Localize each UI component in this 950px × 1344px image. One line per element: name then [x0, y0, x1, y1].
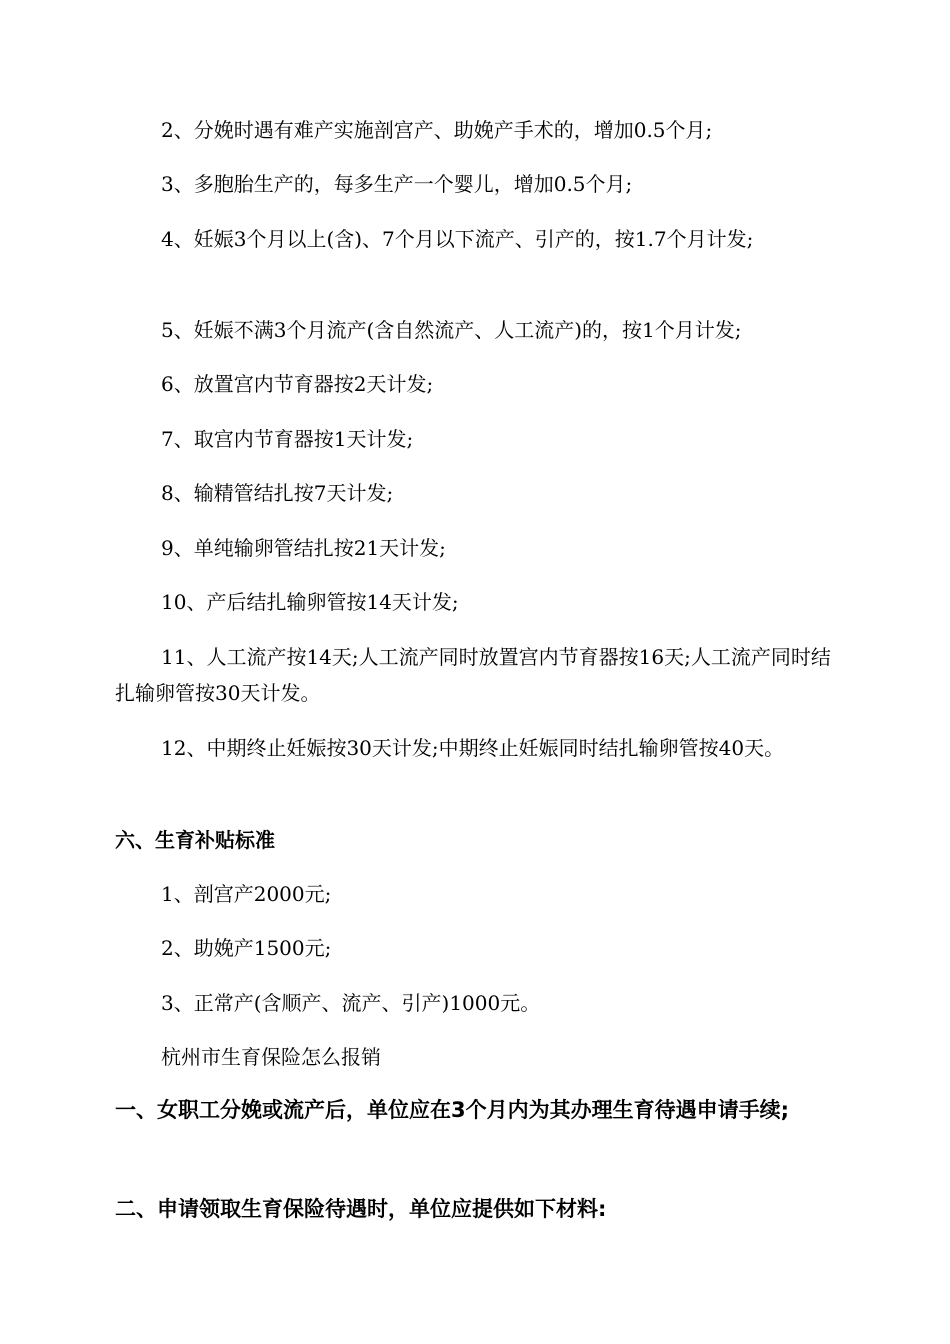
subsidy-item-2: 2、助娩产1500元;	[161, 936, 332, 960]
subsidy-item-3: 3、正常产(含顺产、流产、引产)1000元。	[161, 991, 541, 1015]
subtitle: 杭州市生育保险怎么报销	[161, 1045, 381, 1069]
step-2: 二、申请领取生育保险待遇时，单位应提供如下材料:	[115, 1197, 607, 1221]
paragraph-item-2: 2、分娩时遇有难产实施剖宫产、助娩产手术的，增加0.5个月;	[161, 118, 713, 142]
paragraph-item-3: 3、多胞胎生产的，每多生产一个婴儿，增加0.5个月;	[161, 172, 633, 196]
paragraph-item-7: 7、取宫内节育器按1天计发;	[161, 427, 414, 451]
paragraph-item-9: 9、单纯输卵管结扎按21天计发;	[161, 536, 446, 560]
paragraph-item-8: 8、输精管结扎按7天计发;	[161, 481, 394, 505]
step-1: 一、女职工分娩或流产后，单位应在3个月内为其办理生育待遇申请手续;	[115, 1098, 790, 1122]
section-heading: 六、生育补贴标准	[115, 828, 275, 852]
paragraph-item-6: 6、放置宫内节育器按2天计发;	[161, 372, 434, 396]
subsidy-item-1: 1、剖宫产2000元;	[161, 882, 332, 906]
paragraph-item-5: 5、妊娠不满3个月流产(含自然流产、人工流产)的，按1个月计发;	[161, 318, 742, 342]
paragraph-item-11: 11、人工流产按14天;人工流产同时放置宫内节育器按16天;人工流产同时结扎输卵管按30天计发。	[115, 645, 831, 705]
paragraph-item-12: 12、中期终止妊娠按30天计发;中期终止妊娠同时结扎输卵管按40天。	[161, 736, 785, 760]
paragraph-item-10: 10、产后结扎输卵管按14天计发;	[161, 590, 459, 614]
paragraph-item-4: 4、妊娠3个月以上(含)、7个月以下流产、引产的，按1.7个月计发;	[161, 227, 754, 251]
